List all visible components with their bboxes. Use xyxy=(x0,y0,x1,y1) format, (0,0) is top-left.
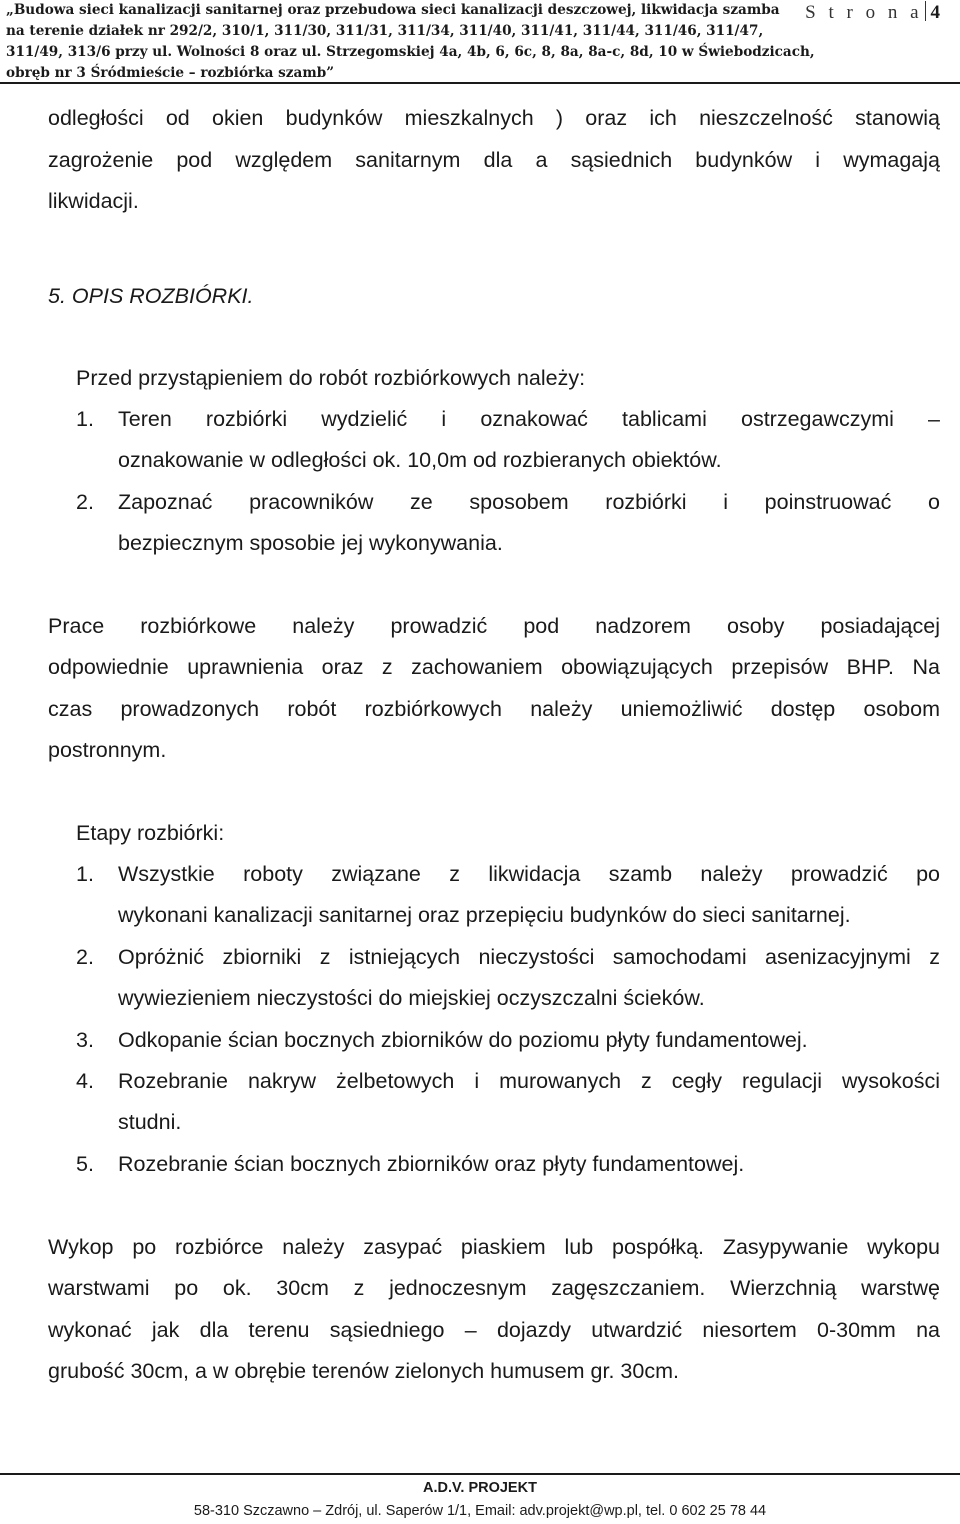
header-title-line: 311/49, 313/6 przy ul. Wolności 8 oraz ul. Strzegomskiej 4a, 4b, 6, 6c, 8, 8a, 8a-c, 8d, 10 w Świebodzicach, xyxy=(6,44,815,60)
header-title xyxy=(6,0,846,84)
list-number: 5. xyxy=(76,1152,94,1176)
paragraph-line: odpowiednie uprawnienia oraz z zachowaniem obowiązujących przepisów BHP. Na xyxy=(48,655,940,679)
list-item-line: Opróżnić zbiorniki z istniejących nieczystości samochodami asenizacyjnymi z xyxy=(118,945,940,969)
paragraph-line: czas prowadzonych robót rozbiórkowych należy uniemożliwić dostęp osobom xyxy=(48,697,940,721)
list-item-line: Wszystkie roboty związane z likwidacja szamb należy prowadzić po xyxy=(118,862,940,886)
intro-line: odległości od okien budynków mieszkalnych ) oraz ich nieszczelność stanowią xyxy=(48,106,940,130)
page-number-label xyxy=(805,1,940,24)
paragraph-line: grubość 30cm, a w obrębie terenów zielonych humusem gr. 30cm. xyxy=(48,1359,679,1383)
header-title-line: na terenie działek nr 292/2, 310/1, 311/30, 311/31, 311/34, 311/40, 311/41, 311/44, 311/46, 311/47, xyxy=(6,23,764,39)
paragraph-line: postronnym. xyxy=(48,738,167,762)
list-item-line: Rozebranie ścian bocznych zbiorników oraz płyty fundamentowej. xyxy=(118,1152,745,1176)
stages-heading: Etapy rozbiórki: xyxy=(76,821,225,845)
list-item-line: Rozebranie nakryw żelbetowych i murowanych z cegły regulacji wysokości xyxy=(118,1069,940,1093)
paragraph-line: Prace rozbiórkowe należy prowadzić pod nadzorem osoby posiadającej xyxy=(48,614,940,638)
page-number: 4 xyxy=(930,2,940,23)
page-word: S t r o n a xyxy=(805,2,923,23)
list-item-line: wykonani kanalizacji sanitarnej oraz przepięciu budynków do sieci sanitarnej. xyxy=(118,903,851,927)
list-item-line: oznakowanie w odległości ok. 10,0m od rozbieranych obiektów. xyxy=(118,448,722,472)
list-item-line: bezpiecznym sposobie jej wykonywania. xyxy=(118,531,503,555)
paragraph-line: warstwami po ok. 30cm z jednoczesnym zagęszczaniem. Wierzchnią warstwę xyxy=(48,1276,940,1300)
page-separator xyxy=(925,1,926,21)
list-number: 1. xyxy=(76,407,94,431)
intro-line: zagrożenie pod względem sanitarnym dla a sąsiednich budynków i wymagają xyxy=(48,148,940,172)
header-rule xyxy=(0,82,960,84)
footer-address: 58-310 Szczawno – Zdrój, ul. Saperów 1/1, Email: adv.projekt@wp.pl, tel. 0 602 25 78 44 xyxy=(193,1503,767,1519)
list-item-line: Teren rozbiórki wydzielić i oznakować tablicami ostrzegawczymi – xyxy=(118,407,940,431)
list-number: 2. xyxy=(76,490,94,514)
list-item-line: studni. xyxy=(118,1110,182,1134)
header-title-line: „Budowa sieci kanalizacji sanitarnej oraz przebudowa sieci kanalizacji deszczowej, likwidacja szamba xyxy=(6,2,780,18)
header-title-line: obręb nr 3 Śródmieście – rozbiórka szamb” xyxy=(6,65,335,81)
paragraph-line: Wykop po rozbiórce należy zasypać piaskiem lub pospółką. Zasypywanie wykopu xyxy=(48,1235,940,1259)
list-number: 1. xyxy=(76,862,94,886)
intro-line: likwidacji. xyxy=(48,189,139,213)
footer-rule xyxy=(0,1473,960,1475)
footer-company: A.D.V. PROJEKT xyxy=(423,1480,537,1496)
list-number: 2. xyxy=(76,945,94,969)
paragraph-line: wykonać jak dla terenu sąsiedniego – dojazdy utwardzić niesortem 0-30mm na xyxy=(48,1318,940,1342)
list-item-line: Zapoznać pracowników ze sposobem rozbiórki i poinstruować o xyxy=(118,490,940,514)
section-heading: 5. OPIS ROZBIÓRKI. xyxy=(48,284,254,308)
list-item-line: Odkopanie ścian bocznych zbiorników do poziomu płyty fundamentowej. xyxy=(118,1028,808,1052)
before-heading: Przed przystąpieniem do robót rozbiórkowych należy: xyxy=(76,366,586,390)
list-number: 3. xyxy=(76,1028,94,1052)
list-item-line: wywiezieniem nieczystości do miejskiej oczyszczalni ścieków. xyxy=(118,986,705,1010)
list-number: 4. xyxy=(76,1069,94,1093)
page-header xyxy=(0,0,960,84)
